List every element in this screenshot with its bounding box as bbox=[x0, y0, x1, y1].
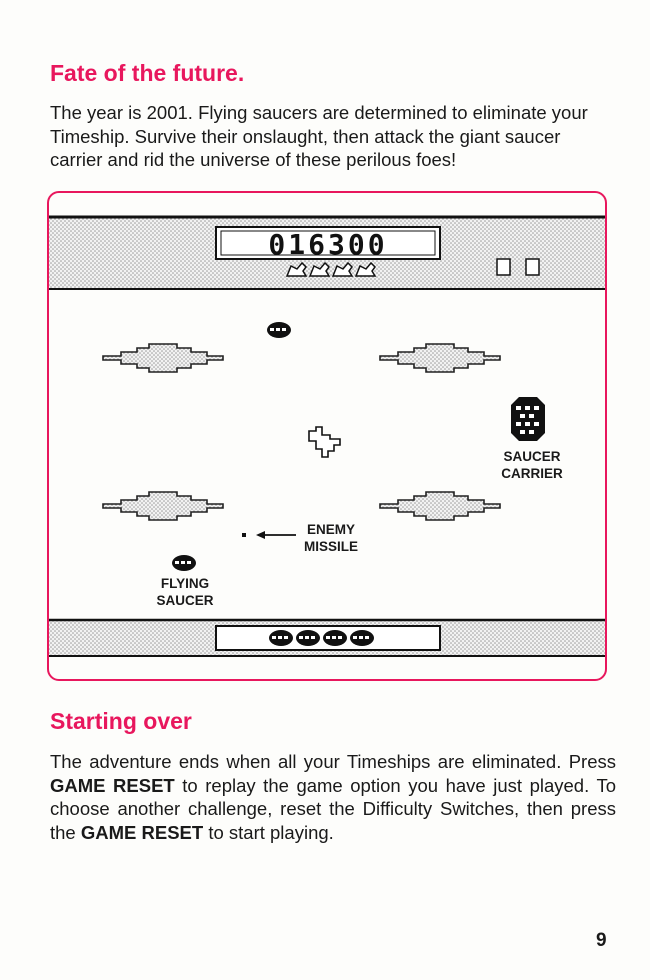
enemy-missile-label: ENEMY MISSILE bbox=[303, 522, 358, 554]
page-number: 9 bbox=[596, 930, 607, 951]
saucer-carrier-icon bbox=[511, 397, 545, 441]
reserve-saucer-icon bbox=[350, 630, 374, 646]
score-display: 016300 bbox=[268, 228, 388, 261]
section-title-fate: Fate of the future. bbox=[50, 60, 245, 86]
cloud-bottom-left bbox=[103, 492, 223, 520]
timeship-icon bbox=[309, 427, 340, 457]
reserve-saucer-icon bbox=[269, 630, 293, 646]
cloud-top-left bbox=[103, 344, 223, 372]
reserve-saucer-icon bbox=[323, 630, 347, 646]
flying-saucer-icon bbox=[172, 555, 196, 571]
cloud-top-right bbox=[380, 344, 500, 372]
cloud-bottom-right bbox=[380, 492, 500, 520]
reserve-saucer-icon bbox=[296, 630, 320, 646]
flying-saucer-label: FLYING SAUCER bbox=[156, 576, 214, 608]
section-title-starting-over: Starting over bbox=[50, 708, 192, 734]
flying-saucer-icon bbox=[267, 322, 291, 338]
saucer-carrier-label: SAUCER CARRIER bbox=[501, 449, 563, 481]
enemy-missile-icon bbox=[242, 533, 246, 537]
pointer-arrow bbox=[256, 531, 296, 539]
section-intro-text: The year is 2001. Flying saucers are determined to eliminate your Timeship. Survive their onslaught, then attack the giant saucer carrier and rid the universe of these perilous foes! bbox=[50, 102, 588, 170]
starting-over-text: The adventure ends when all your Timeships are eliminated. Press GAME RESET to replay the game option you have just played. To choose another challenge, reset the Difficulty Switches, then press the GAME RESET to start playing. bbox=[50, 751, 616, 843]
